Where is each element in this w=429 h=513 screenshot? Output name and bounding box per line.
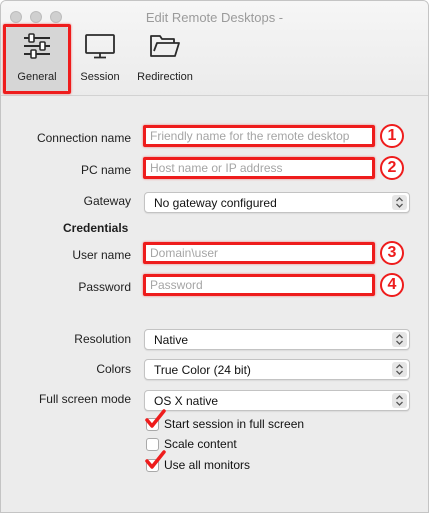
tab-session[interactable]: [71, 26, 129, 92]
start-fullscreen-label: Start session in full screen: [164, 417, 305, 431]
annotation-marker-3: 3: [380, 241, 404, 265]
full-screen-mode-value: OS X native: [154, 394, 219, 408]
folder-icon: [148, 32, 182, 60]
user-name-input[interactable]: [146, 245, 372, 261]
scale-content-label: Scale content: [164, 437, 237, 451]
connection-name-input[interactable]: [146, 128, 372, 144]
use-all-monitors-checkbox[interactable]: [146, 459, 159, 472]
use-all-monitors-label: Use all monitors: [164, 458, 251, 472]
password-field[interactable]: [143, 274, 375, 296]
sliders-icon: [22, 32, 52, 60]
annotation-marker-2: 2: [380, 156, 404, 180]
window-title: Edit Remote Desktops -: [145, 10, 284, 25]
colors-label: Colors: [96, 362, 131, 376]
user-name-field[interactable]: [143, 242, 375, 264]
chevron-updown-icon: [392, 195, 407, 210]
chevron-updown-icon: [392, 393, 407, 408]
annotation-marker-1: 1: [380, 124, 404, 148]
annotation-marker-4: 4: [380, 273, 404, 297]
title-bar: [1, 1, 428, 96]
gateway-value: No gateway configured: [154, 196, 277, 210]
chevron-updown-icon: [392, 332, 407, 347]
tab-general[interactable]: [5, 26, 69, 92]
colors-select[interactable]: [144, 359, 410, 380]
tab-session-label: Session: [80, 71, 120, 83]
password-label: Password: [78, 280, 131, 294]
tab-general-label: General: [17, 71, 57, 83]
pc-name-label: PC name: [80, 163, 131, 177]
pc-name-input[interactable]: [146, 160, 372, 176]
gateway-select[interactable]: [144, 192, 410, 213]
credentials-heading: Credentials: [63, 221, 129, 235]
tab-redirection-label: Redirection: [137, 71, 193, 83]
user-name-label: User name: [72, 248, 131, 262]
colors-value: True Color (24 bit): [154, 363, 251, 377]
resolution-select[interactable]: [144, 329, 410, 350]
resolution-value: Native: [154, 333, 189, 347]
tab-redirection[interactable]: [131, 26, 199, 92]
pc-name-field[interactable]: [143, 157, 375, 179]
chevron-updown-icon: [392, 362, 407, 377]
connection-name-label: Connection name: [36, 131, 131, 145]
gateway-label: Gateway: [83, 194, 131, 208]
connection-name-field[interactable]: [143, 125, 375, 147]
resolution-label: Resolution: [74, 332, 131, 346]
password-input[interactable]: [146, 277, 372, 293]
start-fullscreen-checkbox[interactable]: [146, 418, 159, 431]
scale-content-checkbox[interactable]: [146, 438, 159, 451]
full-screen-mode-select[interactable]: [144, 390, 410, 411]
monitor-icon: [84, 32, 116, 60]
general-settings-pane: [1, 97, 428, 513]
full-screen-mode-label: Full screen mode: [38, 392, 131, 406]
